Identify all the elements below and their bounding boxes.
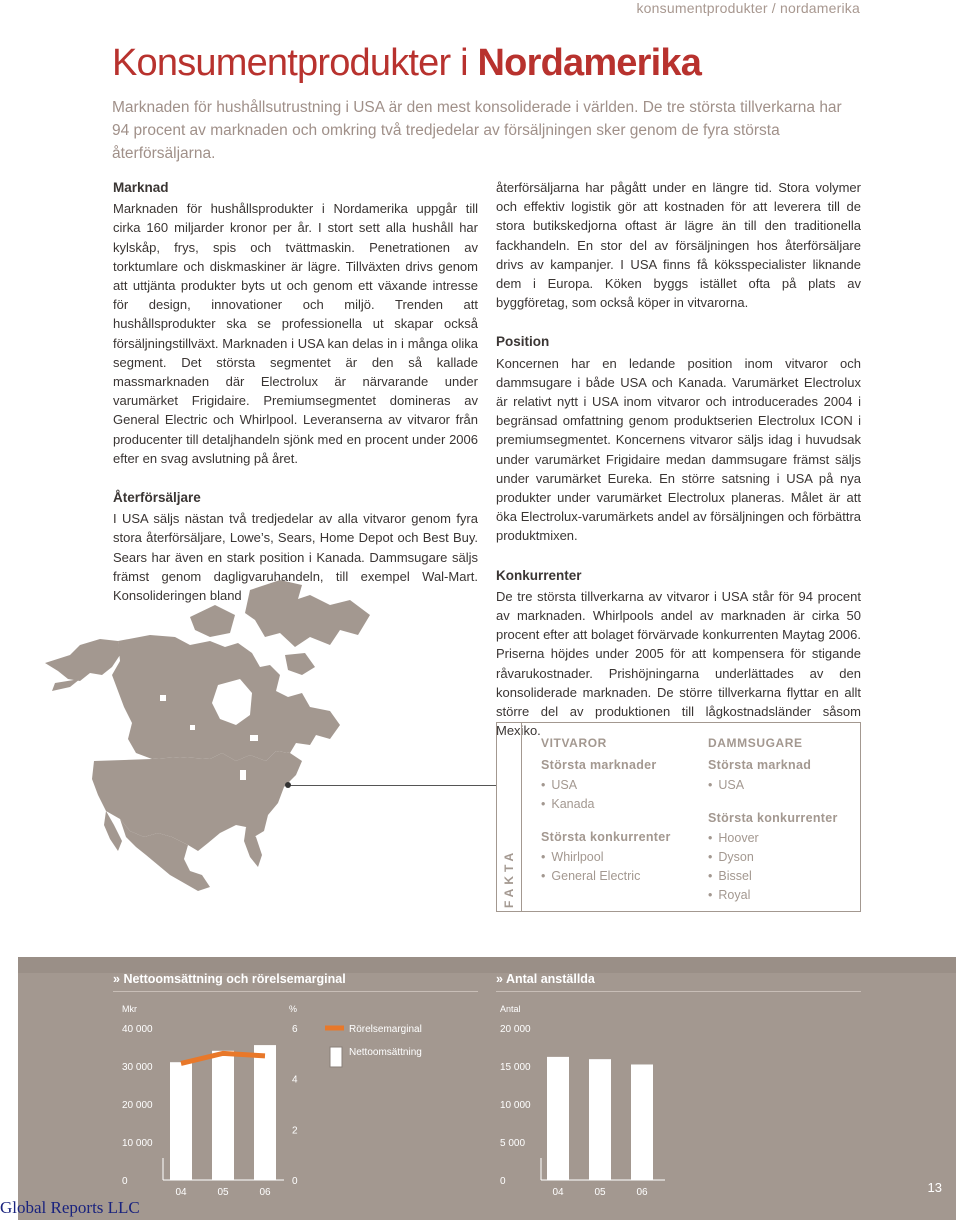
fakta-label: FAKTA — [502, 848, 516, 908]
konkurrenter-text: De tre största tillverkarna av vitvaror i USA står för 94 procent av marknaden. Whirlpools andel av marknaden är cirka 50 procent efter att bolaget förvärvade konkurrenten Maytag 2006. Priserna höjdes under 2005 för att kompensera för stigande råvarukostnader. Prishöjningarna underlättades av den konsoliderade marknaden. De större tillverkarna flyttar en allt större del av produktionen till lågkostnadsländer såsom Mexiko. — [496, 588, 861, 739]
chart2-bar — [631, 1064, 653, 1180]
chart1-ytick-right: 6 — [292, 1024, 298, 1035]
chart1-ylabel-right: % — [289, 1004, 298, 1014]
list-item: • Hoover — [708, 829, 858, 848]
list-item: • Kanada — [541, 795, 701, 814]
chart2-ylabel: Antal — [500, 1004, 521, 1014]
footer-brand: Global Reports LLC — [0, 1198, 140, 1217]
chart2-bar — [589, 1059, 611, 1180]
chart1-ytick-right: 0 — [292, 1176, 298, 1187]
chart1-xtick: 05 — [217, 1187, 229, 1198]
chart2-xtick: 04 — [552, 1187, 564, 1198]
chart1-legend-label: Rörelsemarginal — [349, 1024, 422, 1035]
list-item: • USA — [708, 776, 858, 795]
chart1-bar — [212, 1051, 234, 1180]
continued-text: återförsäljarna har pågått under en längre tid. Stora volymer och effektiv logistik gör att kostnaden för att leverera till de stora butikskedjorna oftast är lägre än till den traditionella fackhandeln. En stor del av försäljningen hos återförsäljare drivs av kampanjer. I USA finns få köksspecialister liknande dem i Europa. Köken byggs istället ofta på plats av byggföretag, som också köper in vitvarorna. — [496, 180, 861, 311]
chart2-xtick: 05 — [594, 1187, 606, 1198]
aterforsaljare-heading: Återförsäljare — [113, 490, 201, 506]
chart1-ylabel-left: Mkr — [122, 1004, 137, 1014]
position-text: Koncernen har en ledande position inom vitvaror och dammsugare i både USA och Kanada. Varumärket Electrolux är relativt nytt i USA inom vitvaror och introducerades 2004 i begränsad omfattning genom produktserien Electrolux ICON i premiumsegmentet. Koncernens vitvaror säljs idag i huvudsak under varumärket Frigidaire medan dammsugare främst säljs under varumärket Eureka. En större satsning i USA på nya produkter under varumärket Electrolux planeras. Målet är att öka Electrolux-varumärkets andel av försäljningen och förbättra produktmixen. — [496, 355, 861, 544]
chart2-ytick: 15 000 — [500, 1062, 531, 1073]
marknad-text: Marknaden för hushållsprodukter i Nordamerika uppgår till cirka 160 miljarder kronor per år. I stort sett alla hushåll har kylskåp, frys, spis och tvättmaskin. Penetrationen av torktumlare och diskmaskiner är lägre. Tillväxten drivs genom att uttjänta produkter byts ut och genom ett växande intresse för design, innovationer och miljö. Trenden att hushållsprodukter ska se professionella ut skapar också försäljningstillväxt. Marknaden i USA kan delas in i många olika segment. Det största segmentet är den så kallade massmarknaden där Electrolux är närvarande under varumärket Frigidaire. Premiumsegmentet domineras av General Electric och Whirlpool. Leveranserna av vitvaror från producenter till detaljhandeln sjönk med en procent under 2006 efter en svag avslutning på året. — [113, 201, 478, 466]
dammsugare-competitors-title: Största konkurrenter — [708, 811, 838, 825]
chart1-ytick-left: 10 000 — [122, 1138, 153, 1149]
chart1-legend-label: Nettoomsättning — [349, 1047, 422, 1058]
section-header: konsumentprodukter / nordamerika — [636, 0, 860, 16]
list-item: • USA — [541, 776, 701, 795]
vitvaror-markets-title: Största marknader — [541, 758, 657, 772]
page-title: Konsumentprodukter i Nordamerika — [112, 42, 702, 84]
page-number: 13 — [927, 1180, 942, 1195]
marknad-heading: Marknad — [113, 180, 169, 195]
intro-paragraph: Marknaden för hushållsutrustning i USA är den mest konsoliderade i världen. De tre största tillverkarna har 94 procent av marknaden och omkring två tredjedelar av försäljningen sker genom de fyra största återförsäljarna. — [112, 99, 842, 162]
chart1-ytick-right: 4 — [292, 1074, 298, 1086]
chart2-ytick: 20 000 — [500, 1024, 531, 1035]
list-item: • General Electric — [541, 867, 701, 886]
chart2-title: » Antal anställda — [496, 972, 595, 986]
list-item: • Whirlpool — [541, 848, 701, 867]
chart1-ytick-left: 20 000 — [122, 1100, 153, 1111]
chart2-bar — [547, 1057, 569, 1180]
dammsugare-markets-title: Största marknad — [708, 758, 812, 772]
chart1-ytick-left: 30 000 — [122, 1062, 153, 1073]
konkurrenter-heading: Konkurrenter — [496, 567, 582, 583]
chart1-legend-swatch — [330, 1047, 342, 1067]
chart1-title: » Nettoomsättning och rörelsemarginal — [113, 972, 346, 986]
chart1-bar — [254, 1045, 276, 1180]
chart1-ytick-left: 0 — [122, 1176, 128, 1187]
chart1-ytick-right: 2 — [292, 1125, 298, 1137]
position-heading: Position — [496, 334, 550, 350]
chart2-ytick: 5 000 — [500, 1138, 526, 1149]
vitvaror-heading: VITVAROR — [541, 736, 607, 750]
chart1-xtick: 04 — [175, 1187, 187, 1198]
chart1-xtick: 06 — [259, 1187, 271, 1198]
list-item: • Dyson — [708, 848, 858, 867]
list-item: • Bissel — [708, 867, 858, 886]
dammsugare-heading: DAMMSUGARE — [708, 736, 803, 750]
list-item: • Royal — [708, 886, 858, 905]
chart2-ytick: 0 — [500, 1176, 506, 1187]
chart2-xtick: 06 — [636, 1187, 648, 1198]
vitvaror-competitors-title: Största konkurrenter — [541, 830, 671, 844]
chart2-ytick: 10 000 — [500, 1100, 531, 1111]
chart1-ytick-left: 40 000 — [122, 1024, 153, 1035]
aterforsaljare-text: I USA säljs nästan två tredjedelar av alla vitvaror genom fyra stora återförsäljare, Lowe’s, Sears, Home Depot och Best Buy. Sears har även en stark position i Kanada. Dammsugare säljs främst genom dagligvaruhandeln, till exempel Wal-Mart. Konsolideringen bland — [113, 511, 478, 604]
chart1-bar — [170, 1062, 192, 1180]
